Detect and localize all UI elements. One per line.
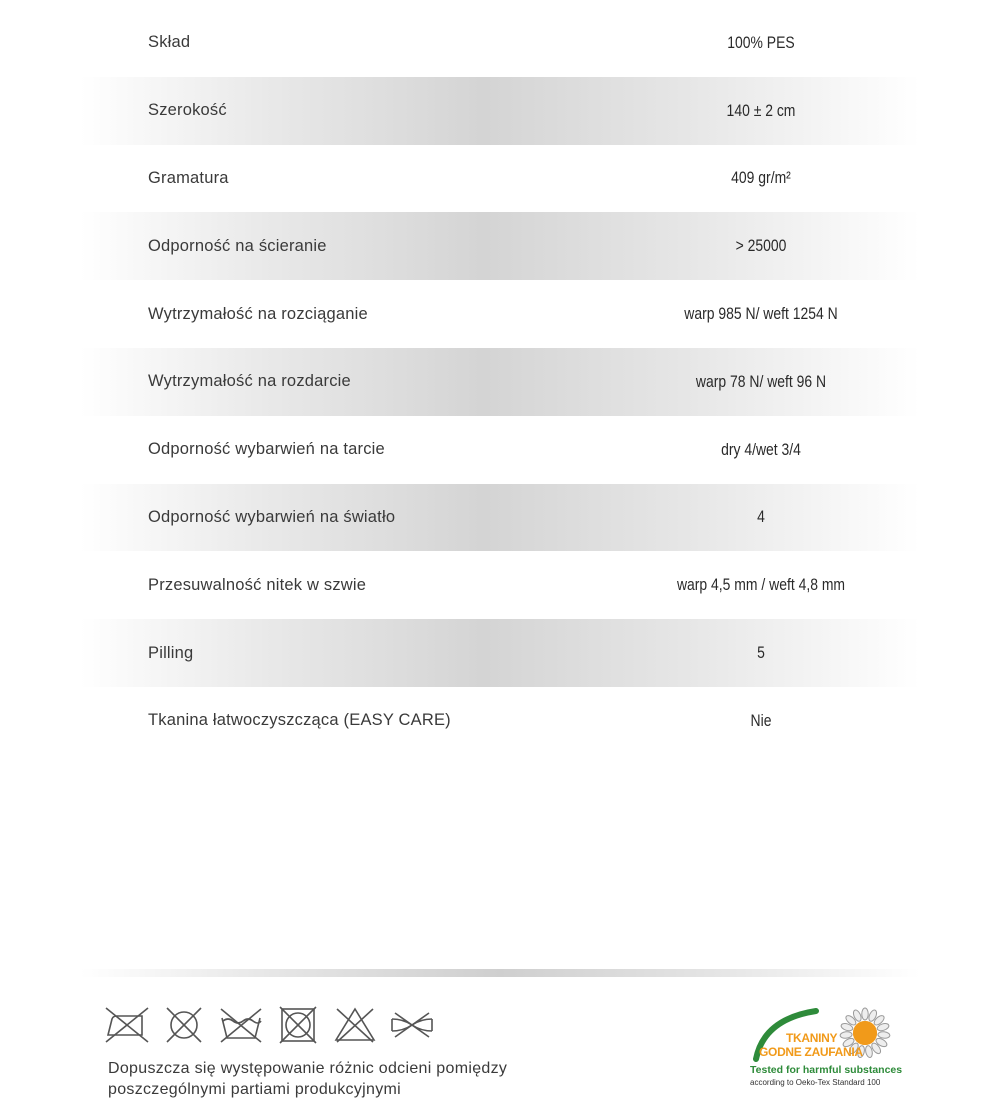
- spec-value: 140 ± 2 cm: [726, 100, 796, 120]
- spec-value: dry 4/wet 3/4: [721, 439, 801, 459]
- spec-row: [80, 484, 920, 552]
- spec-value: 4: [757, 507, 765, 527]
- spec-row: [80, 145, 920, 213]
- spec-row: [80, 77, 920, 145]
- do-not-iron-icon: [104, 1005, 150, 1045]
- spec-value: warp 985 N/ weft 1254 N: [684, 304, 838, 324]
- spec-label: Przesuwalność nitek w szwie: [148, 575, 367, 594]
- spec-value: > 25000: [735, 236, 787, 256]
- spec-row: [80, 687, 920, 755]
- do-not-wash-icon: [218, 1005, 264, 1045]
- disclaimer-line: Dopuszcza się występowanie różnic odcieni pomiędzy: [108, 1060, 508, 1077]
- certificate-tested-text: Tested for harmful substances: [750, 1064, 903, 1076]
- do-not-tumble-dry-icon: [161, 1005, 207, 1045]
- spec-label: Odporność wybarwień na światło: [148, 507, 396, 526]
- shade-disclaimer: [108, 1058, 568, 1100]
- spec-row: [80, 280, 920, 348]
- spec-row: [80, 619, 920, 687]
- do-not-bleach-icon: [332, 1005, 378, 1045]
- spec-row: [80, 212, 920, 280]
- specification-table: [80, 9, 920, 755]
- spec-label: Tkanina łatwoczyszcząca (EASY CARE): [148, 711, 451, 730]
- spec-label: Odporność na ścieranie: [148, 236, 327, 255]
- spec-label: Wytrzymałość na rozciąganie: [148, 304, 368, 323]
- spec-value: warp 4,5 mm / weft 4,8 mm: [676, 575, 846, 595]
- spec-label: Pilling: [148, 643, 194, 662]
- spec-value: 409 gr/m²: [731, 168, 791, 188]
- certificate-title: TKANINY: [786, 1031, 838, 1045]
- disclaimer-line: poszczególnymi partiami produkcyjnymi: [108, 1081, 401, 1098]
- certificate-standard-text: according to Oeko-Tex Standard 100: [750, 1078, 881, 1087]
- spec-row: [80, 551, 920, 619]
- spec-value: warp 78 N/ weft 96 N: [695, 371, 827, 391]
- care-symbols: [104, 1005, 435, 1045]
- do-not-dry-clean-icon: [275, 1005, 321, 1045]
- spec-label: Odporność wybarwień na tarcie: [148, 440, 385, 459]
- certificate-title: GODNE ZAUFANIA: [759, 1045, 863, 1059]
- do-not-wring-icon: [389, 1005, 435, 1045]
- spec-value: 100% PES: [727, 32, 795, 52]
- spec-label: Skład: [148, 33, 191, 52]
- spec-row: [80, 9, 920, 77]
- section-divider: [80, 969, 920, 977]
- spec-label: Szerokość: [148, 101, 227, 120]
- spec-value: 5: [757, 643, 765, 663]
- spec-value: Nie: [750, 710, 772, 730]
- spec-label: Wytrzymałość na rozdarcie: [148, 372, 351, 391]
- spec-row: [80, 348, 920, 416]
- spec-label: Gramatura: [148, 168, 229, 187]
- spec-row: [80, 416, 920, 484]
- oeko-tex-certificate: [750, 1005, 903, 1097]
